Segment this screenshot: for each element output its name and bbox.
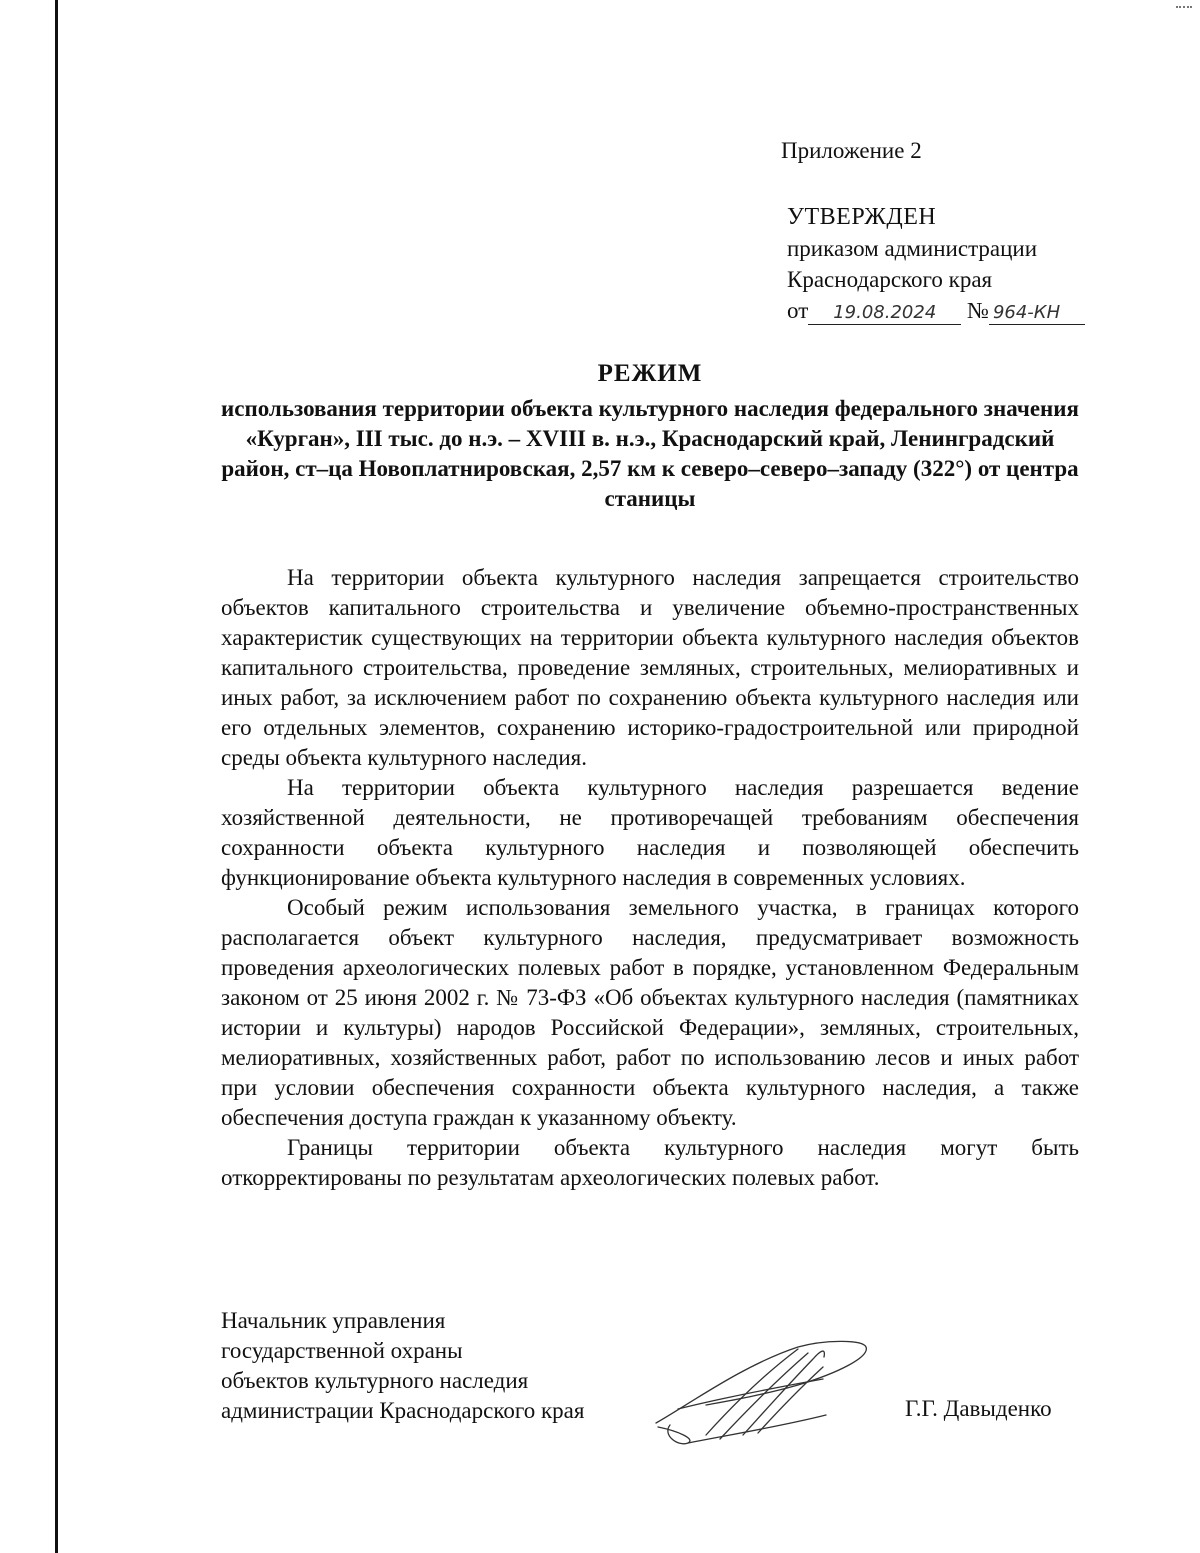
number-prefix: № (967, 298, 989, 323)
handwritten-date: 19.08.2024 (808, 302, 961, 325)
appendix-label: Приложение 2 (781, 138, 922, 163)
position-line-1: Начальник управления (221, 1308, 446, 1333)
approval-date-line (787, 295, 1085, 326)
paragraph: На территории объекта культурного наследия запрещается строительство объектов капитального строительства и увеличение объемно-пространственных характеристик существующих на территории объекта культурного наследия объектов капитального строительства, проведение земляных, строительных, мелиоративных и иных работ, за исключением работ по сохранению объекта культурного наследия или его отдельных элементов, сохранению историко-градостроительной или природной среды объекта культурного наследия. (221, 565, 1079, 770)
document-heading (160, 358, 1140, 514)
approval-line-1: приказом администрации (787, 236, 1038, 261)
position-line-4: администрации Краснодарского края (221, 1398, 585, 1423)
position-line-3: объектов культурного наследия (221, 1368, 529, 1393)
scan-corner-mark (1176, 0, 1192, 8)
approval-block (787, 202, 1085, 326)
document-title: РЕЖИМ (597, 360, 703, 387)
handwritten-number: 964-КН (989, 302, 1085, 325)
paragraph: Границы территории объекта культурного наследия могут быть откорректированы по результатам археологических полевых работ. (221, 1135, 1079, 1190)
date-prefix: от (787, 298, 809, 323)
document-subtitle: использования территории объекта культурного наследия федерального значения «Курган», III тыс. до н.э. – XVIII в. н.э., Краснодарский край, Ленинградский район, ст–ца Новоплатнировская, 2,57 км к северо–северо–западу (322°) от центра станицы (221, 396, 1079, 511)
signatory-name: Г.Г. Давыденко (905, 1396, 1052, 1421)
position-line-2: государственной охраны (221, 1338, 463, 1363)
approval-line-2: Краснодарского края (787, 267, 993, 292)
handwritten-signature (648, 1335, 878, 1450)
paragraph: На территории объекта культурного наследия разрешается ведение хозяйственной деятельности, не противоречащей требованиям обеспечения сохранности объекта культурного наследия и позволяющей обеспечить функционирование объекта культурного наследия в современных условиях. (221, 775, 1079, 890)
document-body (221, 563, 1079, 1193)
paragraph: Особый режим использования земельного участка, в границах которого располагается объект культурного наследия, предусматривает возможность проведения археологических полевых работ в порядке, установленном Федеральным законом от 25 июня 2002 г. № 73-ФЗ «Об объектах культурного наследия (памятниках истории и культуры) народов Российской Федерации», земляных, строительных, мелиоративных, хозяйственных работ, работ по использованию лесов и иных работ при условии обеспечения сохранности объекта культурного наследия, а также обеспечения доступа граждан к указанному объекту. (221, 895, 1079, 1130)
approval-title: УТВЕРЖДЕН (787, 204, 937, 230)
signatory-position (221, 1306, 584, 1426)
page-left-border (55, 0, 58, 1553)
